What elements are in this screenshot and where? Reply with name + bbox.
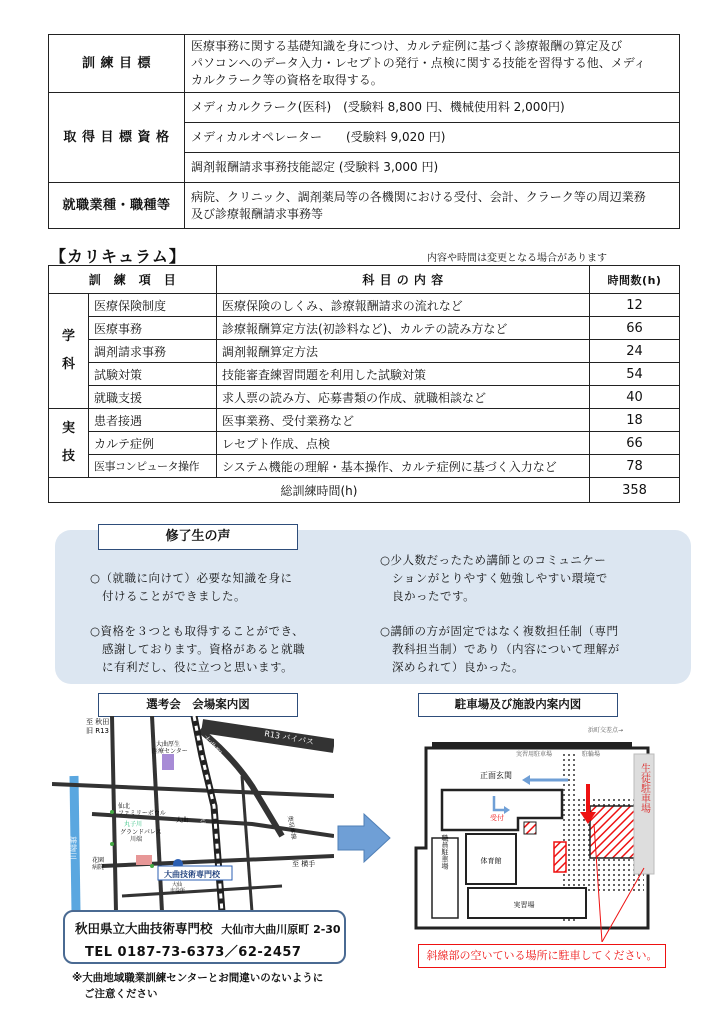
label-target-qualifications: 取 得 目 標 資 格 [49,93,185,183]
map-dot [150,864,154,868]
hours-cell: 18 [590,409,680,432]
voice-line: ○（就職に向けて）必要な知識を身に [90,571,293,585]
subject-cell: 医療事務 [89,317,217,340]
content-cell: 医療保険のしくみ、診療報酬請求の流れなど [217,294,590,317]
content-cell: システム機能の理解・基本操作、カルテ症例に基づく入力など [217,455,590,478]
map-label: 川端 [130,836,143,843]
venue-map [52,716,334,912]
voice-item [90,569,293,605]
subject-cell: 就職支援 [89,386,217,409]
map-label: 奥羽本線 [286,815,298,840]
map-label: 実習場 [513,901,535,909]
subject-cell: カルテ症例 [89,432,217,455]
map-label: 駐輪場 [582,751,601,758]
map-label: 実習用駐車場 [516,751,553,758]
col-header-content: 科 目 の 内 容 [217,266,590,294]
map-label: グランドパレス [120,829,162,836]
voice-line: 感謝しております。資格があると就職 [90,642,306,656]
school-building [136,855,152,865]
group-label-lecture [49,294,89,409]
content-cell: 診療報酬算定方法(初診料など)、カルテの読み方など [217,317,590,340]
voice-item [380,622,620,676]
map-label: 至 横手 [292,860,316,868]
map-label: 雄物川 [68,836,77,860]
goal-line: パソコンへのデータ入力・レセプトの発行・点検に関する技能を習得する他、メディ [191,56,646,70]
hours-cell: 24 [590,340,680,363]
col-header-hours: 時間数(h) [590,266,680,294]
table-row [49,455,680,478]
map-label: 受付 [490,814,504,822]
map-dot [110,810,114,814]
road [52,784,334,796]
table-row [49,340,680,363]
map-label: 秋田新幹線 [198,815,211,846]
voice-line: 良かったです。 [380,589,476,603]
school-name-address [75,919,341,937]
map-label: 市役所 [170,888,186,894]
footnote-line: ※大曲地域職業訓練センターとお間違いのないように [72,972,324,984]
qualification-item: メディカルクラーク(医科) (受験料 8,800 円、機械使用料 2,000円) [185,93,680,123]
qualification-item: メディカルオペレーター (受験料 9,020 円) [185,123,680,153]
map-label: 正面玄関 [480,771,512,780]
voice-line: 付けることができました。 [90,589,246,603]
curriculum-note: 内容や時間は変更となる場合があります [427,253,607,264]
voice-line: に有利だし、役に立つと思います。 [90,660,294,674]
subject-cell: 調剤請求事務 [89,340,217,363]
content-cell: 調剤報酬算定方法 [217,340,590,363]
job-line: 及び診療報酬請求事務等 [191,206,324,221]
job-line: 病院、クリニック、調剤薬局等の各機関における受付、会計、クラーク等の周辺業務 [191,189,646,204]
table-row [49,363,680,386]
map-label: ファミリーボウル [118,810,166,817]
label-training-goal: 訓 練 目 標 [49,35,185,93]
group-char: 科 [61,357,75,372]
table-row [49,317,680,340]
map-label: 医療センター [152,748,188,755]
table-row [49,432,680,455]
map-label: 大仙 [172,882,183,888]
map-label: 仙北 [118,803,131,810]
table-row [49,409,680,432]
school-tel: TEL 0187-73-6373／62-2457 [85,945,302,960]
map-label: 丸子川 [124,821,143,828]
voice-item [90,622,305,676]
map-label: 病院 [92,864,105,871]
hours-cell: 66 [590,432,680,455]
arrow-right-icon [336,812,392,864]
group-char: 学 [61,329,75,344]
parking-hatch-area [590,806,638,858]
school-address: 大仙市大曲川原町 2-30 [221,923,341,936]
voice-line: ○少人数だったため講師とのコミュニケー [380,553,607,567]
school-info-box [63,910,346,964]
entrance-arrow-head [522,775,530,785]
voice-line: 教科担当制）であり（内容について理解が [380,642,620,656]
map-title: 選考会 会場案内図 [98,693,298,717]
curriculum-table [48,265,680,503]
map-label: 浜町交差点→ [588,727,624,734]
hours-cell: 12 [590,294,680,317]
map-label: 旧 R13 [86,727,109,735]
goal-line: 医療事務に関する基礎知識を身につけ、カルテ症例に基づく診療報酬の算定及び [191,39,623,53]
content-cell: レセプト作成、点検 [217,432,590,455]
school-map-label: 大曲技術専門校 [164,870,220,879]
map-label: 花園 [92,857,105,864]
map-label: 生徒駐車場 [638,763,650,813]
total-hours: 358 [590,478,680,503]
map-label: 大曲 [176,817,189,824]
voice-item [380,551,608,605]
map-dot [110,842,114,846]
voice-line: 深められて）良かった。 [380,660,524,674]
parking-map-title: 駐車場及び施設内案内図 [418,693,618,717]
hours-cell: 66 [590,317,680,340]
subject-cell: 医療保険制度 [89,294,217,317]
parking-hatch-area [554,842,566,872]
map-label: 体育館 [480,857,502,865]
parking-notice: 斜線部の空いている場所に駐車してください。 [418,944,666,968]
subject-cell: 試験対策 [89,363,217,386]
table-row [49,386,680,409]
group-label-practice [49,409,89,478]
goal-line: カルクラーク等の資格を取得する。 [191,73,383,87]
content-cell: 求人票の読み方、応募書類の作成、就職相談など [217,386,590,409]
training-info-table [48,34,680,229]
voices-title: 修了生の声 [98,524,298,550]
hours-cell: 54 [590,363,680,386]
school-name: 秋田県立大曲技術専門校 [75,921,213,936]
voice-line: ○講師の方が固定ではなく複数担任制（専門 [380,624,619,638]
group-char: 実 [61,421,75,436]
content-cell: 医事業務、受付業務など [217,409,590,432]
road [122,886,282,896]
voice-line: ションがとりやすく勉強しやすい環境で [380,571,608,585]
reception-marker [524,822,536,834]
map-label: R13 バイパス [263,729,315,747]
hours-cell: 78 [590,455,680,478]
group-char: 技 [61,449,75,464]
training-goal-text [185,35,680,93]
map-label: 至 秋田 [86,718,110,726]
road [242,776,252,912]
parking-map [412,718,668,942]
table-row [49,294,680,317]
job-types-text [185,183,680,229]
col-header-item: 訓 練 項 目 [49,266,217,294]
road [432,742,632,748]
map-label: 職員駐車場 [441,834,449,870]
subject-cell: 患者接遇 [89,409,217,432]
label-job-types: 就職業種・職種等 [49,183,185,229]
footnote-line: ご注意ください [84,988,158,1000]
curriculum-heading: 【カリキュラム】 [50,247,186,266]
qualification-item: 調剤報酬請求事務技能認定 (受験料 3,000 円) [185,153,680,183]
subject-cell: 医事コンピュータ操作 [89,455,217,478]
voice-line: ○資格を３つとも取得することができ、 [90,624,305,638]
total-label: 総訓練時間(h) [49,478,590,503]
map-label: 大曲駅 [200,733,223,758]
hospital-building [162,754,174,770]
total-row [49,478,680,503]
content-cell: 技能審査練習問題を利用した試験対策 [217,363,590,386]
hours-cell: 40 [590,386,680,409]
map-label: 大曲厚生 [156,741,181,748]
